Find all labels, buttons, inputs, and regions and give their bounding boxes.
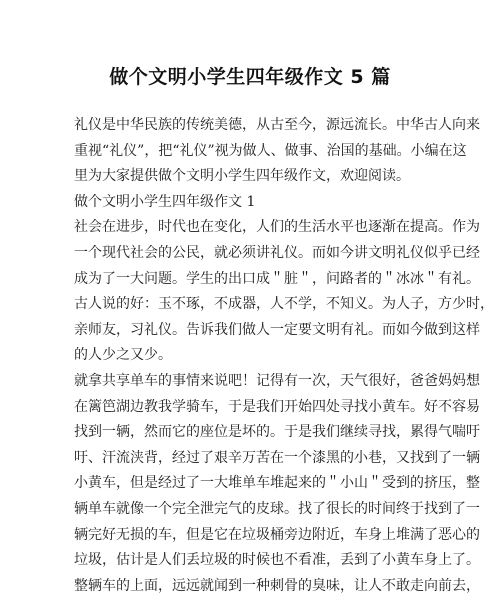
text-line: 找到一辆，然而它的座位是坏的。于是我们继续寻找，累得气喘吁 bbox=[74, 424, 480, 441]
text-line: 社会在进步，时代也在变化，人们的生活水平也逐渐在提高。作为 bbox=[74, 219, 480, 236]
text-line: 小黄车，但是经过了一大堆单车堆起来的＂小山＂受到的挤压，整 bbox=[74, 475, 480, 492]
text-line: 在篱笆湖边教我学骑车，于是我们开始四处寻找小黄车。好不容易 bbox=[74, 398, 480, 415]
text-line: 吁、汗流浃背，经过了艰辛万苦在一个漆黑的小巷，又找到了一辆 bbox=[74, 449, 480, 466]
text-line: 一个现代社会的公民，就必须讲礼仪。而如今讲文明礼仪似乎已经 bbox=[74, 244, 480, 261]
text-line: 里为大家提供做个文明小学生四年级作文，欢迎阅读。 bbox=[74, 168, 410, 185]
text-line: 的人少之又少。 bbox=[74, 347, 172, 364]
text-line: 就拿共享单车的事情来说吧！记得有一次，天气很好，爸爸妈妈想 bbox=[74, 372, 480, 389]
document-body bbox=[74, 113, 494, 599]
text-line: 古人说的好：玉不琢，不成器，人不学，不知义。为人子，方少时， bbox=[74, 296, 494, 313]
document-title: 做个文明小学生四年级作文 5 篇 bbox=[109, 66, 391, 88]
text-line: 垃圾，估计是人们丢垃圾的时候也不看准，丢到了小黄车身上了。 bbox=[74, 552, 480, 569]
text-line: 辆单车就像一个完全泄完气的皮球。找了很长的时间终于找到了一 bbox=[74, 500, 480, 517]
text-line: 辆完好无损的车，但是它在垃圾桶旁边附近，车身上堆满了恶心的 bbox=[74, 526, 480, 543]
text-line: 亲师友，习礼仪。告诉我们做人一定要文明有礼。而如今做到这样 bbox=[74, 321, 480, 338]
section-heading: 做个文明小学生四年级作文 1 bbox=[74, 193, 256, 210]
text-line: 重视“礼仪”，把“礼仪”视为做人、做事、治国的基础。小编在这 bbox=[74, 142, 467, 159]
text-line: 整辆车的上面，远远就闻到一种刺骨的臭味，让人不敢走向前去， bbox=[74, 577, 480, 594]
text-line: 成为了一大问题。学生的出口成＂脏＂，问路者的＂冰冰＂有礼。 bbox=[74, 270, 480, 287]
text-line: 礼仪是中华民族的传统美德，从古至今，源远流长。中华古人向来 bbox=[74, 117, 480, 133]
